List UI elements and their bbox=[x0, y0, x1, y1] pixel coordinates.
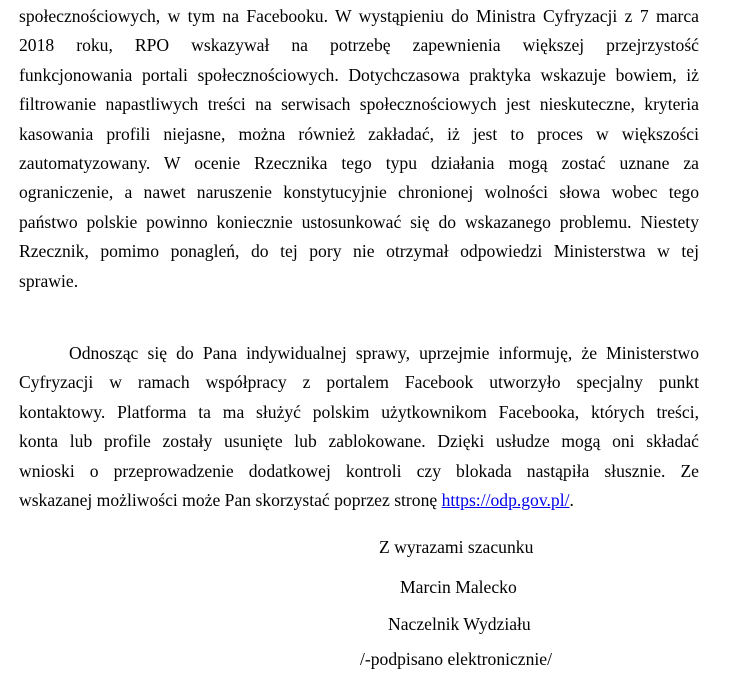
paragraph-line: kasowania profili niejasne, można również zakładać, iż jest to proces w większości bbox=[19, 123, 699, 144]
signature-position: Naczelnik Wydziału bbox=[388, 614, 531, 634]
paragraph-line: Cyfryzacji w ramach współpracy z portalem Facebook utworzyło specjalny punkt bbox=[19, 372, 699, 393]
paragraph-line: 2018 roku, RPO wskazywał na potrzebę zapewnienia większej przejrzystość bbox=[19, 35, 699, 56]
paragraph-line: społecznościowych, w tym na Facebooku. W wystąpieniu do Ministra Cyfryzacji z 7 marca bbox=[19, 6, 699, 26]
paragraph-individual-case bbox=[19, 339, 699, 515]
paragraph-line: wnioski o przeprowadzenie dodatkowej kontroli czy blokada nastąpiła słusznie. Ze bbox=[19, 460, 699, 481]
paragraph-line: ograniczenie, a nawet naruszenie konstytucyjnie chronionej wolności słowa wobec tego bbox=[19, 182, 699, 203]
odp-gov-link[interactable]: https://odp.gov.pl/ bbox=[441, 490, 570, 511]
link-prefix-text: wskazanej możliwości może Pan skorzystać poprzez stronę bbox=[19, 490, 442, 511]
paragraph-line: funkcjonowania portali społecznościowych. Dotychczasowa praktyka wskazuje bowiem, iż bbox=[19, 64, 699, 85]
paragraph-line: kontaktowy. Platforma ta ma służyć polskim użytkownikom Facebooka, których treści, bbox=[19, 401, 699, 422]
paragraph-line-with-link bbox=[19, 486, 699, 515]
paragraph-line: zautomatyzowany. W ocenie Rzecznika tego typu działania mogą zostać uznane za bbox=[19, 153, 699, 174]
paragraph-rpo-statement bbox=[19, 2, 699, 296]
paragraph-line: Odnosząc się do Pana indywidualnej sprawy, uprzejmie informuję, że Ministerstwo bbox=[69, 343, 699, 363]
paragraph-line: Rzecznik, pomimo ponagleń, do tej pory nie otrzymał odpowiedzi Ministerstwa w tej bbox=[19, 241, 699, 262]
signature-note: /-podpisano elektronicznie/ bbox=[360, 649, 553, 669]
paragraph-line: państwo polskie powinno koniecznie ustosunkować się do wskazanego problemu. Niestety bbox=[19, 211, 699, 232]
signature-closing: Z wyrazami szacunku bbox=[379, 537, 534, 557]
paragraph-line: konta lub profile zostały usunięte lub zablokowane. Dzięki usłudze mogą oni składać bbox=[19, 431, 699, 452]
paragraph-line: filtrowanie napastliwych treści na serwisach społecznościowych jest nieskuteczne, kryteria bbox=[19, 94, 699, 115]
signature-name: Marcin Malecko bbox=[400, 577, 517, 597]
paragraph-line: sprawie. bbox=[19, 270, 79, 291]
link-suffix-text: . bbox=[569, 490, 574, 511]
